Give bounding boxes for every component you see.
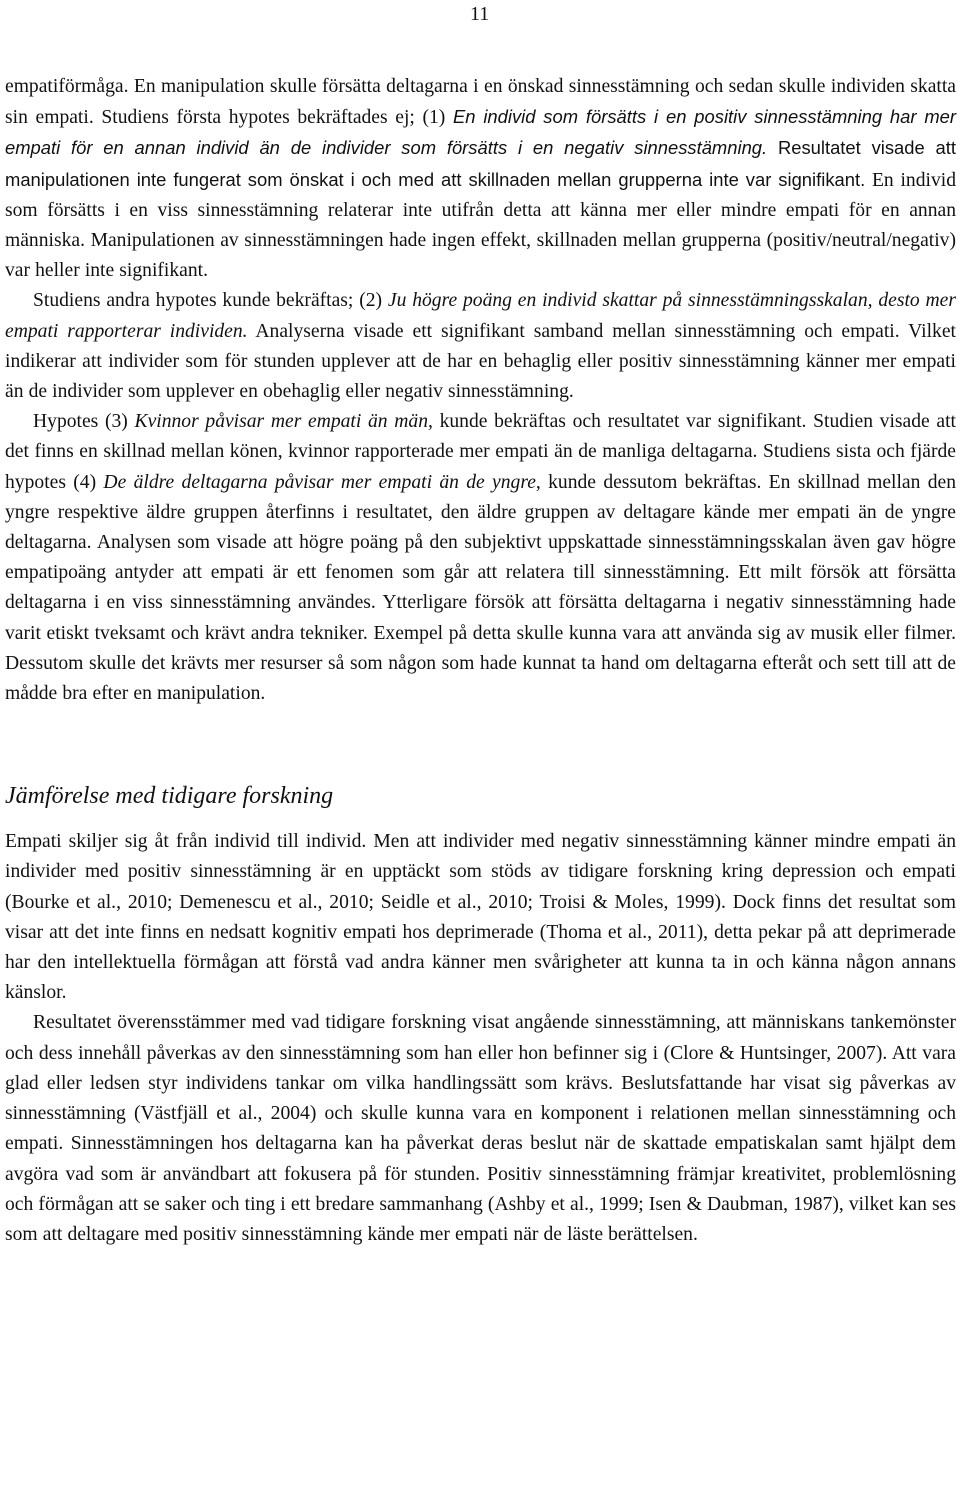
document-body bbox=[5, 72, 956, 1250]
text-run: Hypotes (3) bbox=[33, 411, 135, 433]
results-paragraph-2 bbox=[5, 286, 956, 407]
page-number: 11 bbox=[470, 3, 490, 25]
hypothesis-4: De äldre deltagarna påvisar mer empati än de yngre, bbox=[103, 471, 541, 493]
text-run: kunde bekräftas och resultatet var signifikant. Studien visade att det finns en skillnad mellan könen, kvinnor rapporterade mer empati än de manliga deltagarna. Studiens sista och fjärde hypotes (4) bbox=[5, 411, 956, 493]
results-paragraph-1 bbox=[5, 72, 956, 286]
text-run: empatiförmåga. En manipulation skulle försätta deltagarna i en önskad sinnesstämning och sedan skulle individen skatta sin empati. bbox=[5, 76, 956, 129]
text-run: Resultatet visade att manipulationen inte fungerat som önskat i och med att skillnaden mellan grupperna inte var signifikant. bbox=[5, 137, 956, 190]
hypothesis-3: Kvinnor påvisar mer empati än män, bbox=[134, 411, 433, 433]
text-run: En individ som försätts i en viss sinnesstämning relaterar inte utifrån detta att känna mer eller mindre empati för en annan människa. Manipulationen av sinnesstämningen hade ingen effekt, skillnaden mellan grupperna (positiv/neutral/negativ) var heller inte signifikant. bbox=[5, 169, 956, 282]
text-run: Studiens första hypotes bekräftades ej; (1) bbox=[101, 107, 453, 129]
hypothesis-2: Ju högre poäng en individ skattar på sinnesstämningsskalan, desto mer empati rapporterar individen. bbox=[5, 290, 956, 342]
comparison-paragraph-1: Empati skiljer sig åt från individ till individ. Men att individer med negativ sinnesstämning känner mindre empati än individer med positiv sinnesstämning är en upptäckt som stöds av tidigare forskning kring depression och empati (Bourke et al., 2010; Demenescu et al., 2010; Seidle et al., 2010; Troisi & Moles, 1999). Dock finns det resultat som visar att det inte finns en nedsatt kognitiv empati hos deprimerade (Thoma et al., 2011), detta pekar på att deprimerade har den intellektuella förmågan att förstå vad andra känner men svårigheter att kunna ta in och känna någon annans känslor. bbox=[5, 831, 956, 1004]
text-run: Analyserna visade ett signifikant samband mellan sinnesstämning och empati. Vilket indikerar att individer som för stunden upplever att de har en behaglig eller positiv sinnesstämning känner mer empati än de individer som upplever en obehaglig eller negativ sinnesstämning. bbox=[5, 320, 956, 403]
text-run: kunde dessutom bekräftas. En skillnad mellan den yngre respektive äldre gruppen återfinns i resultatet, den äldre gruppen av deltagare kände mer empati än de yngre deltagarna. Analysen som visade att högre poäng på den subjektivt uppskattade sinnesstämningsskalan även gav högre empatipoäng antyder att empati är ett fenomen som går att relatera till sinnesstämning. Ett milt försök att försätta deltagarna i en viss sinnesstämning användes. Ytterligare försök att försätta deltagarna i negativ sinnesstämning hade varit etiskt tveksamt och krävt andra tekniker. Exempel på detta skulle kunna vara att använda sig av musik eller filmer. Dessutom skulle det krävts mer resurser så som någon som hade kunnat ta hand om deltagarna efteråt och sett till att de mådde bra efter en manipulation. bbox=[5, 471, 956, 705]
results-paragraph-3 bbox=[5, 407, 956, 709]
hypothesis-1: En individ som försätts i en positiv sinnesstämning har mer empati för en annan individ än de individer som försätts i en negativ sinnesstämning. bbox=[5, 106, 956, 159]
comparison-paragraph-2: Resultatet överensstämmer med vad tidigare forskning visat angående sinnesstämning, att människans tankemönster och dess innehåll påverkas av den sinnesstämning som han eller hon befinner sig i (Clore & Huntsinger, 2007). Att vara glad eller ledsen styr individens tankar om vilka handlingssätt som krävs. Beslutsfattande har visat sig påverkas av sinnesstämning (Västfjäll et al., 2004) och skulle kunna vara en komponent i relationen mellan sinnesstämning och empati. Sinnesstämningen hos deltagarna kan ha påverkat deras beslut när de skattade empatiskalan samt hjälpt dem avgöra vad som är användbart att fokusera på för stunden. Positiv sinnesstämning främjar kreativitet, problemlösning och förmågan att se saker och ting i ett bredare sammanhang (Ashby et al., 1999; Isen & Daubman, 1987), vilket kan ses som att deltagare med positiv sinnesstämning kände mer empati när de läste berättelsen. bbox=[5, 1012, 956, 1245]
text-run: Studiens andra hypotes kunde bekräftas; (2) bbox=[33, 290, 388, 312]
section-heading: Jämförelse med tidigare forskning bbox=[5, 783, 334, 810]
